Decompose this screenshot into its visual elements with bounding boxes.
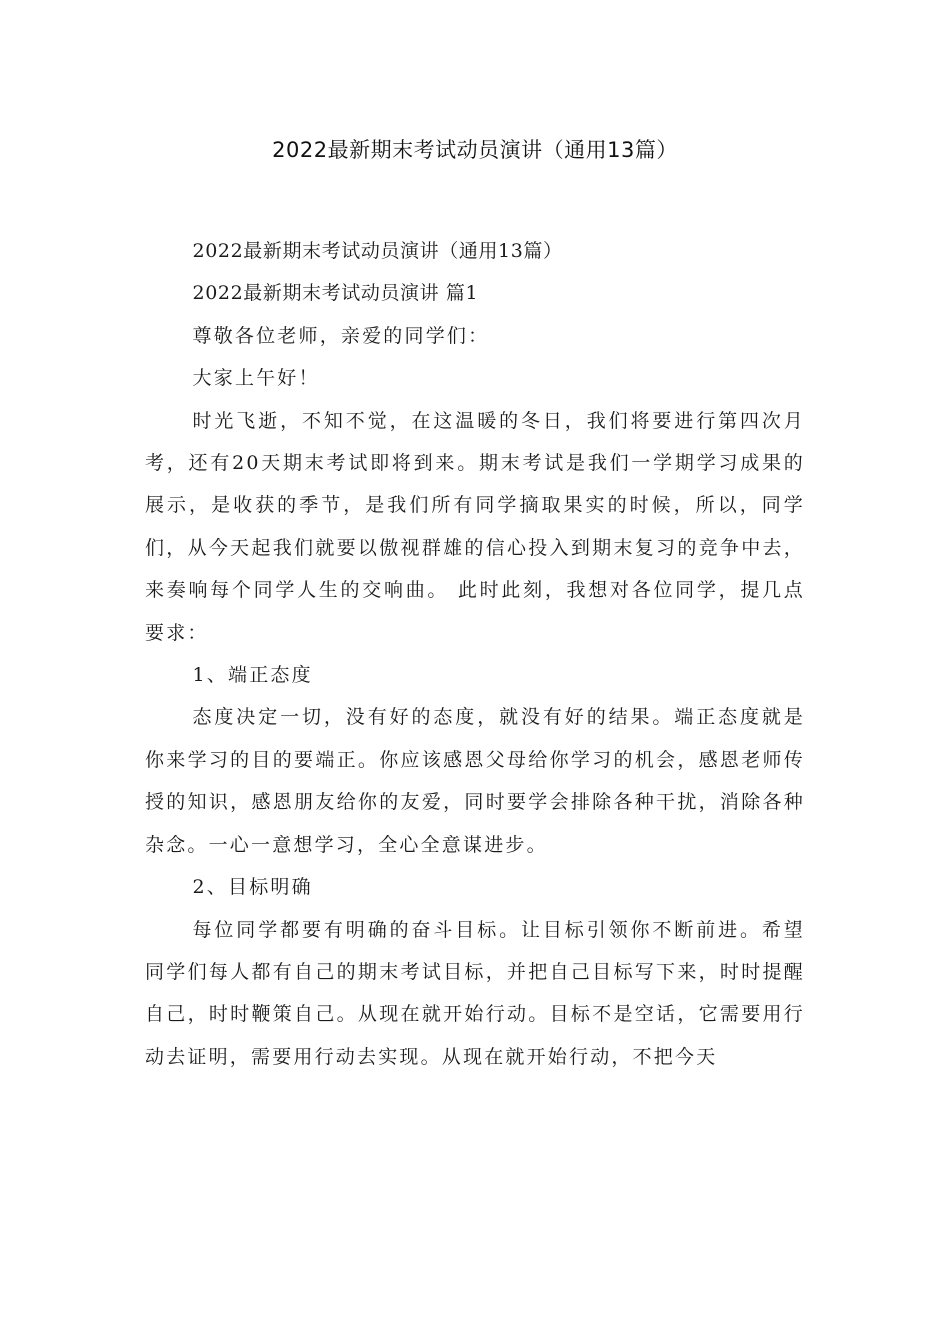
paragraph-salutation: 尊敬各位老师，亲爱的同学们： [192,324,490,347]
paragraph-point-1-heading: 1、端正态度 [192,664,313,687]
paragraph-collection-title: 2022最新期末考试动员演讲（通用13篇） [192,240,563,262]
paragraph-opening: 时光飞逝，不知不觉，在这温暖的冬日，我们将要进行第四次月考，还有20天期末考试即将到来。期末考试是我们一学期学习成果的展示，是收获的季节，是我们所有同学摘取果实的时候，所以，同学们，从今天起我们就要以傲视群雄的信心投入到期末复习的竞争中去，来奏响每个同学人生的交响曲。 此时此刻，我想对各位同学，提几点要求： [145,409,805,644]
paragraph-point-1-body: 态度决定一切，没有好的态度，就没有好的结果。端正态度就是你来学习的目的要端正。你应该感恩父母给你学习的机会，感恩老师传授的知识，感恩朋友给你的友爱，同时要学会排除各种干扰，消除各种杂念。一心一意想学习，全心全意谋进步。 [145,706,805,856]
paragraph-greeting: 大家上午好！ [192,367,320,390]
paragraph-point-2-heading: 2、目标明确 [192,876,313,899]
document-body [145,230,805,1078]
paragraph-point-2-body: 每位同学都要有明确的奋斗目标。让目标引领你不断前进。希望同学们每人都有自己的期末考试目标，并把自己目标写下来，时时提醒自己，时时鞭策自己。从现在就开始行动。目标不是空话，它需要用行动去证明，需要用行动去实现。从现在就开始行动，不把今天 [145,918,805,1068]
paragraph-section-heading: 2022最新期末考试动员演讲 篇1 [192,282,479,305]
document-title: 2022最新期末考试动员演讲（通用13篇） [272,138,678,162]
